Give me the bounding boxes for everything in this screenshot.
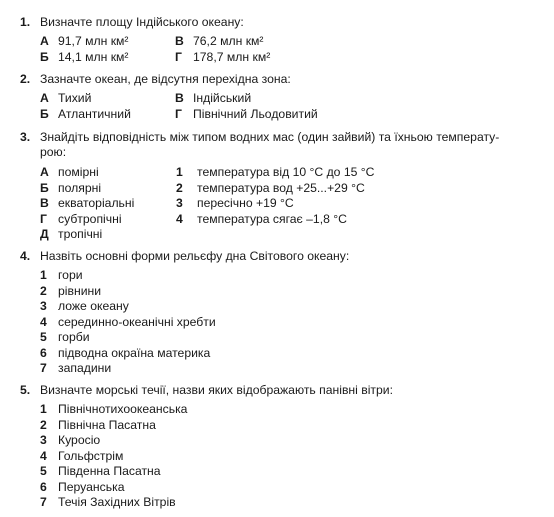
question-text: Визначте морські течії, назви яких відображають панівні вітри: <box>40 383 393 397</box>
item-text: западини <box>58 361 112 375</box>
item-number: 6 <box>40 479 47 494</box>
option-letter: В <box>175 91 184 105</box>
match-text: температура вод +25...+29 °С <box>197 180 365 195</box>
item-number: 7 <box>40 361 47 375</box>
item-text: Гольфстрім <box>58 448 124 463</box>
option-letter: А <box>40 34 49 48</box>
item-text: Перуанська <box>58 479 125 494</box>
question-number: 5. <box>20 383 31 397</box>
question-text-line: рою: <box>40 145 67 159</box>
question-text <box>40 130 546 160</box>
item-text: рівнини <box>58 283 102 298</box>
option-text: помірні <box>58 165 99 179</box>
option-letter: Б <box>40 49 49 64</box>
option-text: тропічні <box>58 227 103 241</box>
item-number: 2 <box>40 283 47 298</box>
item-number: 5 <box>40 464 47 478</box>
item-number: 6 <box>40 345 47 360</box>
item-text: Південна Пасатна <box>58 464 161 478</box>
option-text: 76,2 млн км² <box>193 34 264 48</box>
option-letter: Г <box>175 106 182 121</box>
match-number: 4 <box>176 211 183 226</box>
option-text: 91,7 млн км² <box>58 34 129 48</box>
item-number: 1 <box>40 268 47 282</box>
match-number: 1 <box>176 165 183 179</box>
item-number: 4 <box>40 314 47 329</box>
match-text: пересічно +19 °С <box>197 196 294 210</box>
item-text: ложе океану <box>58 299 129 313</box>
option-letter: А <box>40 91 49 105</box>
match-text: температура сягає –1,8 °С <box>197 211 347 226</box>
option-letter: Д <box>40 227 49 241</box>
question-number: 4. <box>20 249 31 263</box>
question-text-line: Знайдіть відповідність між типом водних мас (один зайвий) та їхньою температу- <box>40 130 500 144</box>
option-text: полярні <box>58 180 102 195</box>
question-number: 2. <box>20 72 31 86</box>
item-text: підводна окраїна материка <box>58 345 211 360</box>
item-number: 3 <box>40 299 47 313</box>
option-text: Атлантичний <box>58 106 131 121</box>
match-number: 2 <box>176 180 183 195</box>
option-text: 14,1 млн км² <box>58 49 129 64</box>
item-text: серединно-океанічні хребти <box>58 314 216 329</box>
question-text: Назвіть основні форми рельєфу дна Світового океану: <box>40 249 350 263</box>
item-number: 2 <box>40 417 47 432</box>
item-text: Куросіо <box>58 433 101 447</box>
item-text: гори <box>58 268 83 282</box>
option-letter: В <box>40 196 49 210</box>
question-text: Визначте площу Індійського океану: <box>40 15 244 29</box>
option-letter: Г <box>175 49 182 64</box>
item-number: 1 <box>40 402 47 416</box>
option-letter: А <box>40 165 49 179</box>
item-number: 4 <box>40 448 47 463</box>
match-number: 3 <box>176 196 183 210</box>
option-letter: В <box>175 34 184 48</box>
match-text: температура від 10 °С до 15 °С <box>197 165 375 179</box>
item-number: 3 <box>40 433 47 447</box>
option-text: Північний Льодовитий <box>193 106 318 121</box>
item-text: Течія Західних Вітрів <box>58 495 176 509</box>
option-text: субтропічні <box>58 211 122 226</box>
option-letter: Б <box>40 180 49 195</box>
option-letter: Г <box>40 211 47 226</box>
item-text: Північнотихоокеанська <box>58 402 188 416</box>
option-text: Тихий <box>58 91 92 105</box>
item-text: горби <box>58 330 90 344</box>
option-letter: Б <box>40 106 49 121</box>
question-number: 1. <box>20 15 31 29</box>
question-text: Зазначте океан, де відсутня перехідна зона: <box>40 72 291 86</box>
question-number: 3. <box>20 130 31 144</box>
option-text: 178,7 млн км² <box>193 49 271 64</box>
item-number: 7 <box>40 495 47 509</box>
item-text: Північна Пасатна <box>58 417 156 432</box>
option-text: екваторіальні <box>58 196 135 210</box>
option-text: Індійський <box>193 91 252 105</box>
item-number: 5 <box>40 330 47 344</box>
